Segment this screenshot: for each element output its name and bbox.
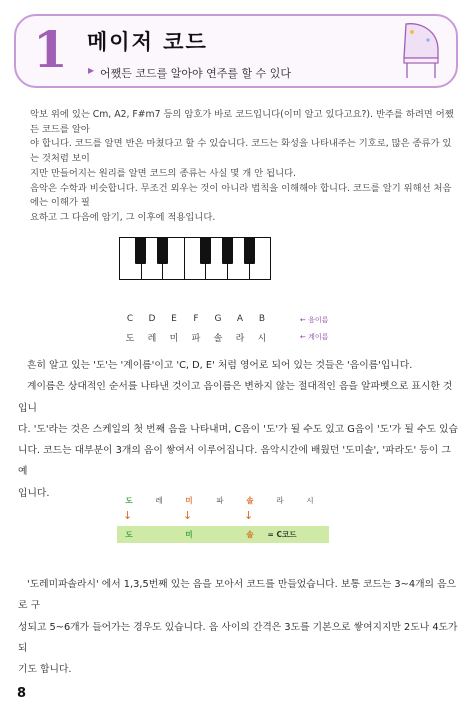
intro-line: 지만 만들어지는 원리를 알면 코드의 종류는 사실 몇 개 안 됩니다. <box>30 167 297 179</box>
closing-line: 성되고 5~6개가 들어가는 경우도 있습니다. 음 사이의 간격은 3도를 기본으로 쌓여지지만 2도나 4도가 되 <box>18 621 458 654</box>
solfege-name: 미 <box>169 334 179 344</box>
black-key <box>157 238 168 264</box>
chord-note: 미 <box>185 530 193 539</box>
intro-paragraph <box>30 108 455 226</box>
page-number: 8 <box>17 686 27 701</box>
black-key <box>244 238 255 264</box>
body-line: 입니다. <box>18 487 50 499</box>
black-key <box>135 238 146 264</box>
body-line: 계이름은 상대적인 순서를 나타낸 것이고 음이름은 변하지 않는 절대적인 음을 알파벳으로 표시한 것입니 <box>18 381 453 414</box>
scale-note: 파 <box>216 496 224 505</box>
solfege-name: 솔 <box>213 334 223 344</box>
body-line: 니다. 코드는 대부분이 3개의 음이 쌓여서 이루어집니다. 음악시간에 배웠던 '도미솔', '파라도' 등이 그 예 <box>18 445 451 478</box>
chapter-number: 1 <box>33 20 68 79</box>
piano-keyboard <box>119 237 271 280</box>
black-key <box>200 238 211 264</box>
letter-name: D <box>148 314 156 324</box>
scale-row <box>117 492 329 509</box>
solfege-name: 시 <box>257 334 267 344</box>
scale-note: 시 <box>306 496 314 505</box>
intro-line: 악보 위에 있는 Cm, A2, F#m7 등의 암호가 바로 코드입니다(이미 알고 있다고요?). 반주를 하려면 어쨌든 코드를 알아 <box>30 109 454 135</box>
chord-result: = C코드 <box>267 530 297 539</box>
chord-note: 솔 <box>246 530 254 539</box>
closing-line: '도레미파솔라시' 에서 1,3,5번째 있는 음을 모아서 코드를 만들었습니다. 보통 코드는 3~4개의 음으로 구 <box>18 579 457 612</box>
closing-line: 기도 합니다. <box>18 664 72 676</box>
letter-name: G <box>214 314 222 324</box>
scale-note: 라 <box>276 496 284 505</box>
down-arrow-icon: ↓ <box>244 509 254 522</box>
grand-piano-icon <box>398 20 446 82</box>
body-line: 다. '도'라는 것은 스케일의 첫 번째 음을 나타내며, C음이 '도'가 될 수도 있고 G음이 '도'가 될 수도 있습 <box>18 423 458 435</box>
chapter-title: 메이저 코드 <box>87 30 208 54</box>
letter-names-label: ← 음이름 <box>300 316 329 324</box>
chapter-header <box>14 14 458 88</box>
body-line: 흔히 알고 있는 '도'는 '계이름'이고 'C, D, E' 처럼 영어로 되어 있는 것들은 '음이름'입니다. <box>27 360 413 371</box>
letter-name: B <box>258 314 266 324</box>
scale-note: 솔 <box>246 496 254 505</box>
solfege-label: ← 계이름 <box>300 333 329 341</box>
letter-name: A <box>236 314 244 324</box>
solfege-name: 파 <box>191 334 201 344</box>
letter-name: C <box>126 314 134 324</box>
chord-note: 도 <box>125 530 133 539</box>
scale-note: 레 <box>155 496 163 505</box>
scale-note: 도 <box>125 496 133 505</box>
letter-name: F <box>193 314 199 324</box>
intro-line: 야 합니다. 코드를 알면 반은 마쳤다고 할 수 있습니다. 코드는 화성을 나타내주는 기호로, 많은 종류가 있는 것처럼 보이 <box>30 138 452 165</box>
solfege-name: 레 <box>147 334 157 344</box>
intro-line: 요하고 그 다음에 암기, 그 이후에 적용입니다. <box>30 211 216 223</box>
black-key <box>222 238 233 264</box>
bullet-arrow-icon: ▸ <box>88 63 95 77</box>
chord-row <box>117 526 329 543</box>
down-arrow-icon: ↓ <box>123 509 133 522</box>
solfege-name: 도 <box>125 334 135 344</box>
scale-note: 미 <box>185 496 193 505</box>
solfege-name: 라 <box>235 334 245 344</box>
chapter-subtitle: 어쨌든 코드를 알아야 연주를 할 수 있다 <box>100 67 291 80</box>
closing-paragraph <box>18 574 458 680</box>
body-paragraph <box>18 355 458 504</box>
down-arrow-icon: ↓ <box>183 509 193 522</box>
intro-line: 음악은 수학과 비슷합니다. 무조건 외우는 것이 아니라 법칙을 이해해야 합니다. 코드를 알기 위해선 처음에는 이해가 필 <box>30 182 452 209</box>
letter-name: E <box>171 314 177 324</box>
